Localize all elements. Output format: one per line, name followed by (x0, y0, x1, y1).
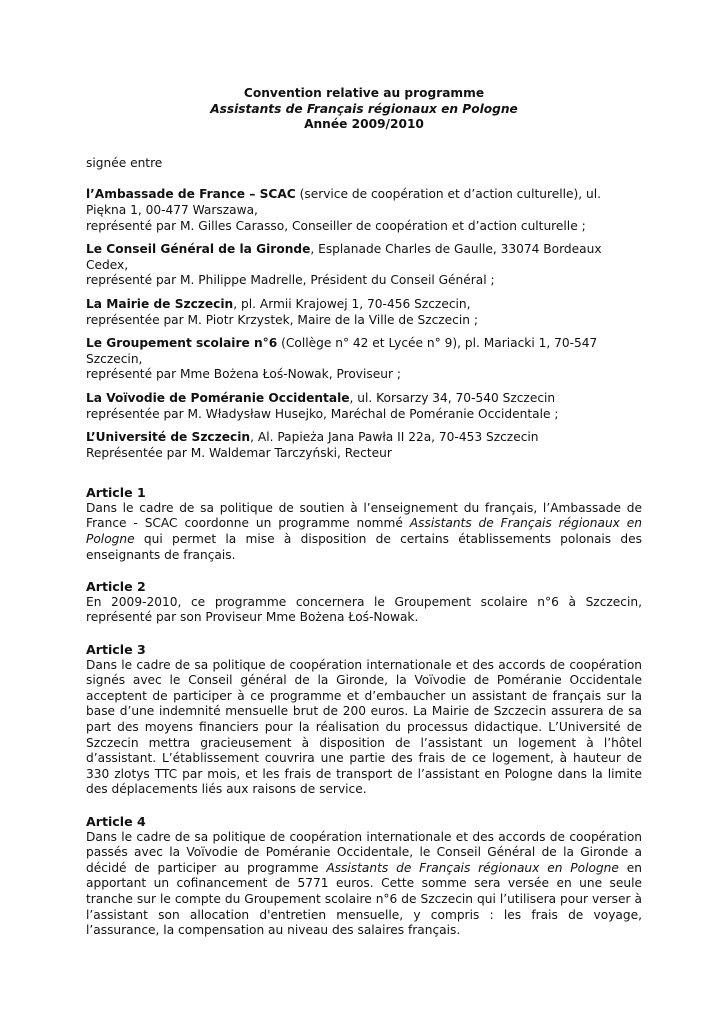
party-name: La Mairie de Szczecin (86, 296, 234, 311)
signee-intro: signée entre (86, 155, 163, 170)
party-name: Le Groupement scolaire n°6 (86, 336, 278, 351)
party-representative: représenté par Mme Bożena Łoś-Nowak, Proviseur ; (86, 367, 401, 382)
header-year: Année 2009/2010 (304, 117, 424, 132)
article-title: Article 1 (86, 485, 146, 501)
article-title: Article 4 (86, 813, 146, 829)
party-address: , Esplanade Charles de Gaulle, 33074 Bordeaux Cedex, (86, 242, 602, 272)
article-4 (86, 814, 642, 939)
party-name: L’Université de Szczecin (86, 430, 251, 445)
party-address: , ul. Korsarzy 34, 70-540 Szczecin (349, 390, 556, 405)
party-address: , pl. Armii Krajowej 1, 70-456 Szczecin, (233, 296, 471, 311)
document-header (86, 86, 642, 133)
article-title: Article 3 (86, 642, 146, 658)
party-name: Le Conseil Général de la Gironde (86, 242, 311, 257)
party-mairie (86, 297, 642, 328)
party-groupement-scolaire (86, 336, 642, 383)
party-address: , Al. Papieża Jana Pawła II 22a, 70-453 Szczecin (250, 430, 539, 445)
article-title: Article 2 (86, 579, 146, 595)
article-body: Dans le cadre de sa politique de soutien à l’enseignement du français, l’Ambassade de France - SCAC coordonne un programme nommé Assistants de Français régionaux en Pologne qui permet la mise à disposition de certains établissements polonais des enseignants de français. (86, 500, 642, 562)
party-representative: représentée par M. Piotr Krzystek, Maire de la Ville de Szczecin ; (86, 312, 478, 327)
party-address: (Collège n° 42 et Lycée n° 9), pl. Mariacki 1, 70-547 Szczecin, (86, 336, 598, 366)
party-address: (service de coopération et d’action culturelle), ul. Piękna 1, 00-477 Warszawa, (86, 187, 601, 217)
header-title: Convention relative au programme (243, 86, 485, 100)
party-universite (86, 430, 642, 461)
article-3 (86, 642, 642, 798)
article-2 (86, 579, 642, 626)
programme-name: Assistants de Français régionaux en Pologne (326, 860, 619, 875)
party-voivodie (86, 391, 642, 422)
programme-name: Assistants de Français régionaux en Pologne (86, 516, 642, 547)
party-representative: représenté par M. Philippe Madrelle, Président du Conseil Général ; (86, 273, 495, 288)
party-name: l’Ambassade de France – SCAC (86, 187, 296, 202)
article-body: En 2009-2010, ce programme concernera le Groupement scolaire n°6 à Szczecin, représenté par son Proviseur Mme Bożena Łoś-Nowak. (86, 594, 642, 625)
party-representative: représenté par M. Gilles Carasso, Conseiller de coopération et d’action culturelle ; (86, 218, 586, 233)
party-conseil-general (86, 242, 642, 289)
document-page (86, 86, 642, 939)
article-body: Dans le cadre de sa politique de coopération internationale et des accords de coopération passés avec la Voïvodie de Poméranie Occidentale, le Conseil Général de la Gironde a décidé de participer au programme Assistants de Français régionaux en Pologne en apportant un cofinancement de 5771 euros. Cette somme sera versée en une seule tranche sur le compte du Groupement scolaire n°6 de Szczecin qui l’utilisera pour verser à l’assistant son allocation d'entretien mensuelle, y compris : les frais de voyage, l’assurance, la compensation au niveau des salaires français. (86, 829, 642, 938)
party-representative: Représentée par M. Waldemar Tarczyński, Recteur (86, 445, 392, 460)
party-ambassade (86, 187, 642, 234)
party-representative: représentée par M. Władysław Husejko, Maréchal de Poméranie Occidentale ; (86, 406, 559, 421)
article-body: Dans le cadre de sa politique de coopération internationale et des accords de coopération signés avec le Conseil général de la Gironde, la Voïvodie de Poméranie Occidentale acceptent de participer à ce programme et d’embaucher un assistant de français sur la base d’une indemnité mensuelle brut de 200 euros. La Mairie de Szczecin assurera de sa part des moyens financiers pour la réalisation du processus didactique. L’Université de Szczecin mettra gracieusement à disposition de l’assistant un logement à l’hôtel d’assistant. L’établissement couvrira une partie des frais de ce logement, à hauteur de 330 zlotys TTC par mois, et les frais de transport de l’assistant en Pologne dans la limite des déplacements liés aux raisons de service. (86, 657, 642, 797)
party-name: La Voïvodie de Poméranie Occidentale (86, 390, 350, 405)
header-programme-name: Assistants de Français régionaux en Pologne (210, 101, 518, 116)
article-1 (86, 485, 642, 563)
